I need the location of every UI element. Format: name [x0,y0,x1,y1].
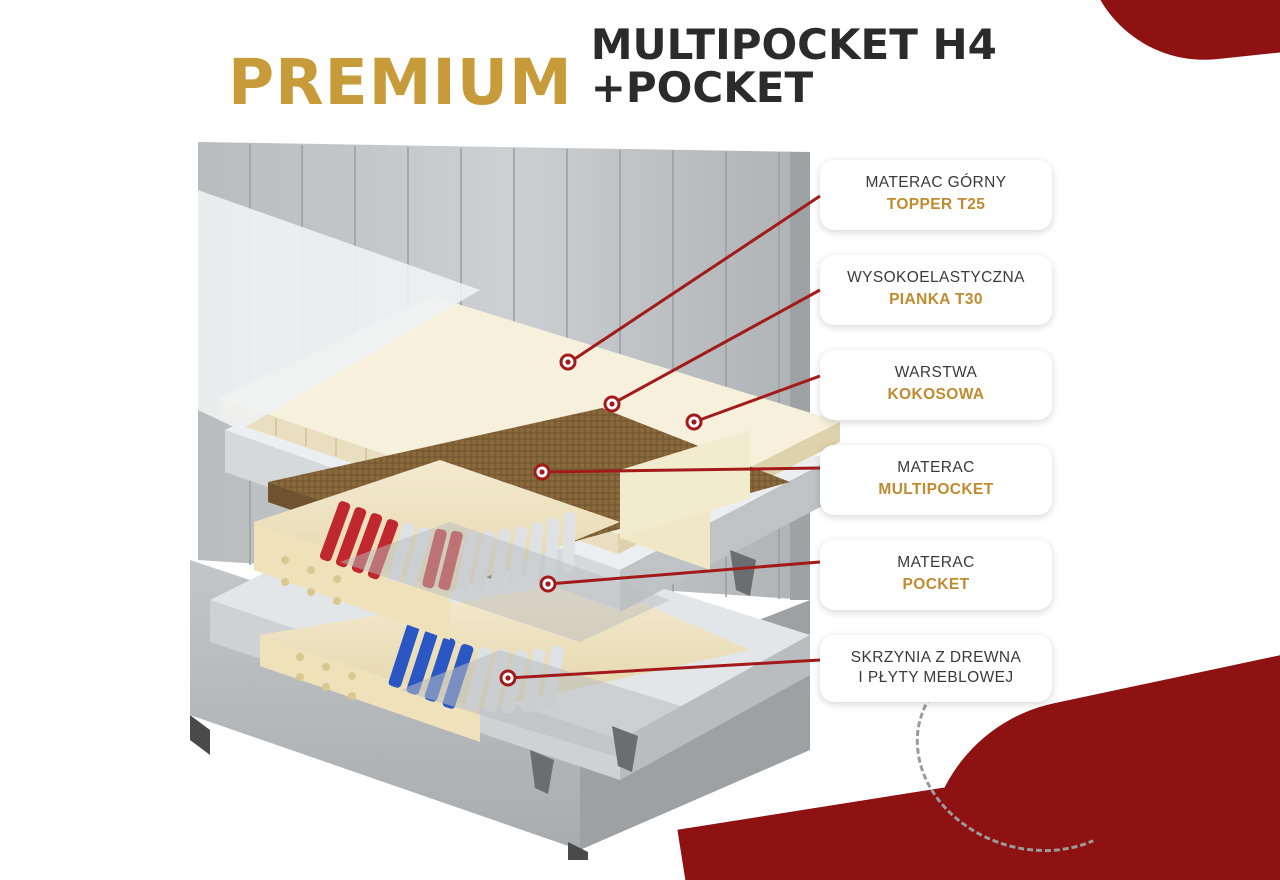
callout-topper [820,160,1052,230]
title-model-line2: +POCKET [590,62,814,112]
callout-topper-line2: TOPPER T25 [886,196,986,214]
callout-coconut-line1: WARSTWA [894,364,978,381]
callout-pocket [820,540,1052,610]
callout-foam [820,255,1052,325]
callout-box-line2: I PŁYTY MEBLOWEJ [858,669,1014,687]
bed-cutaway-illustration [150,130,850,860]
callout-multipocket-line2: MULTIPOCKET [878,481,994,499]
callout-multipocket-line1: MATERAC [897,459,975,476]
title-model-line1: MULTIPOCKET H4 [590,20,997,69]
callout-coconut [820,350,1052,420]
callout-multipocket [820,445,1052,515]
callout-box-line1: SKRZYNIA Z DREWNA [850,649,1022,666]
callout-coconut-line2: KOKOSOWA [887,386,985,404]
callout-pocket-line2: POCKET [902,576,970,594]
callout-topper-line1: MATERAC GÓRNY [865,174,1007,191]
callout-foam-line2: PIANKA T30 [889,291,983,309]
page-title [228,20,1128,119]
callout-pocket-line1: MATERAC [897,554,975,571]
callout-foam-line1: WYSOKOELASTYCZNA [847,269,1025,286]
callout-box [820,635,1052,702]
title-model [590,20,997,114]
title-premium: PREMIUM [228,45,573,119]
